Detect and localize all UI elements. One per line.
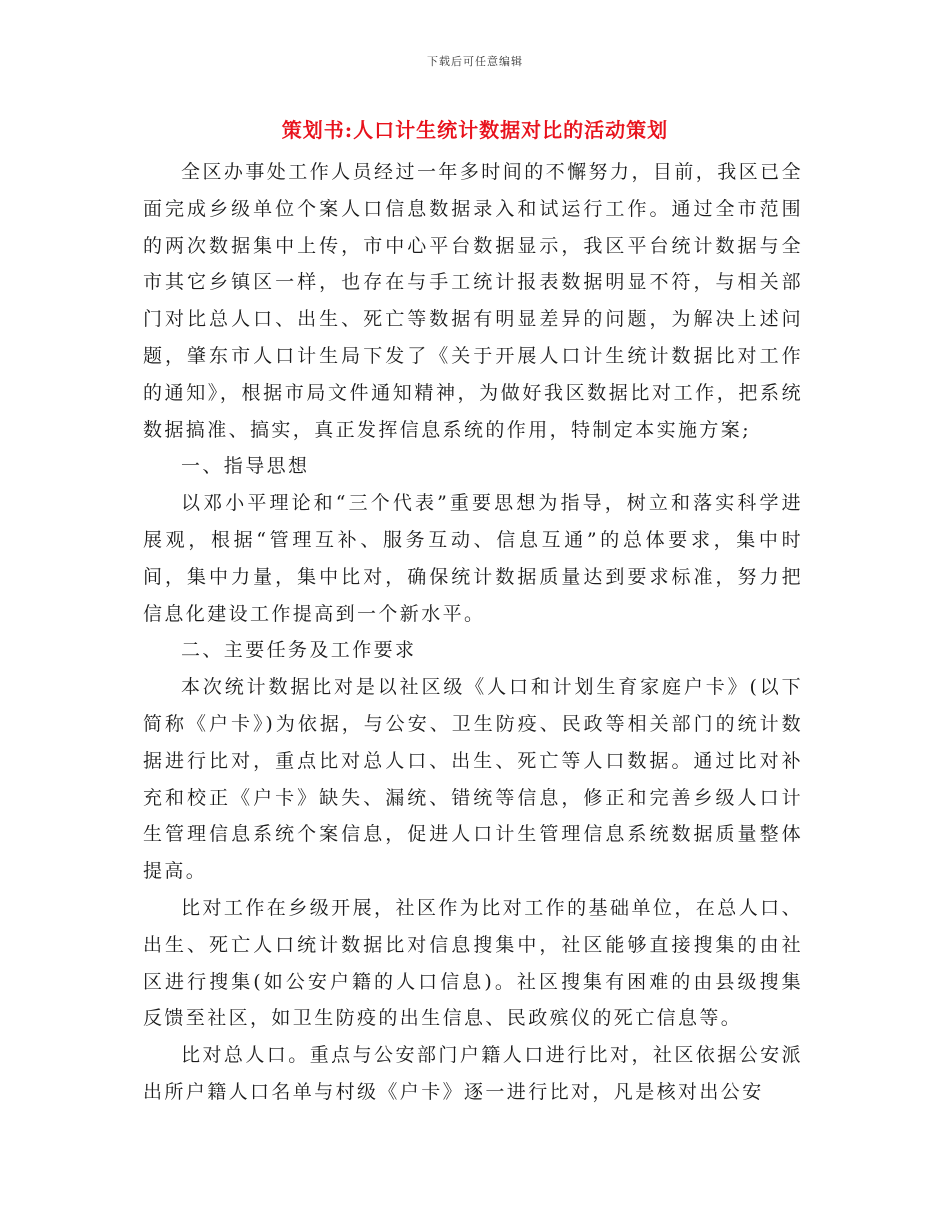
paragraph-intro: 全区办事处工作人员经过一年多时间的不懈努力，目前，我区已全面完成乡级单位个案人口信息数据录入和试运行工作。通过全市范围的两次数据集中上传，市中心平台数据显示，我区平台统计数据与全市其它乡镇区一样，也存在与手工统计报表数据明显不符，与相关部门对比总人口、出生、死亡等数据有明显差异的问题，为解决上述问题，肇东市人口计生局下发了《关于开展人口计生统计数据比对工作的通知》，根据市局文件通知精神，为做好我区数据比对工作，把系统数据搞准、搞实，真正发挥信息系统的作用，特制定本实施方案; [143, 161, 803, 441]
section-heading-guiding-ideology: 一、指导思想 [181, 455, 310, 478]
document-body [143, 154, 803, 1111]
paragraph-total-population: 比对总人口。重点与公安部门户籍人口进行比对，社区依据公安派出所户籍人口名单与村级《户卡》逐一进行比对，凡是核对出公安 [143, 1044, 803, 1103]
paragraph-comparison-work: 比对工作在乡级开展，社区作为比对工作的基础单位，在总人口、出生、死亡人口统计数据比对信息搜集中，社区能够直接搜集的由社区进行搜集(如公安户籍的人口信息)。社区搜集有困难的由县级搜集反馈至社区，如卫生防疫的出生信息、民政殡仪的死亡信息等。 [143, 896, 803, 1030]
paragraph-guiding-ideology: 以邓小平理论和“三个代表”重要思想为指导，树立和落实科学进展观，根据“管理互补、服务互动、信息互通”的总体要求，集中时间，集中力量，集中比对，确保统计数据质量达到要求标准，努力把信息化建设工作提高到一个新水平。 [143, 492, 803, 625]
page-header-note: 下载后可任意编辑 [427, 55, 523, 68]
paragraph-comparison-basis: 本次统计数据比对是以社区级《人口和计划生育家庭户卡》(以下简称《户卡》)为依据，与公安、卫生防疫、民政等相关部门的统计数据进行比对，重点比对总人口、出生、死亡等人口数据。通过比对补充和校正《户卡》缺失、漏统、错统等信息，修正和完善乡级人口计生管理信息系统个案信息，促进人口计生管理信息系统数据质量整体提高。 [143, 676, 803, 883]
section-heading-main-tasks: 二、主要任务及工作要求 [181, 639, 417, 662]
document-title: 策划书:人口计生统计数据对比的活动策划 [281, 118, 669, 142]
